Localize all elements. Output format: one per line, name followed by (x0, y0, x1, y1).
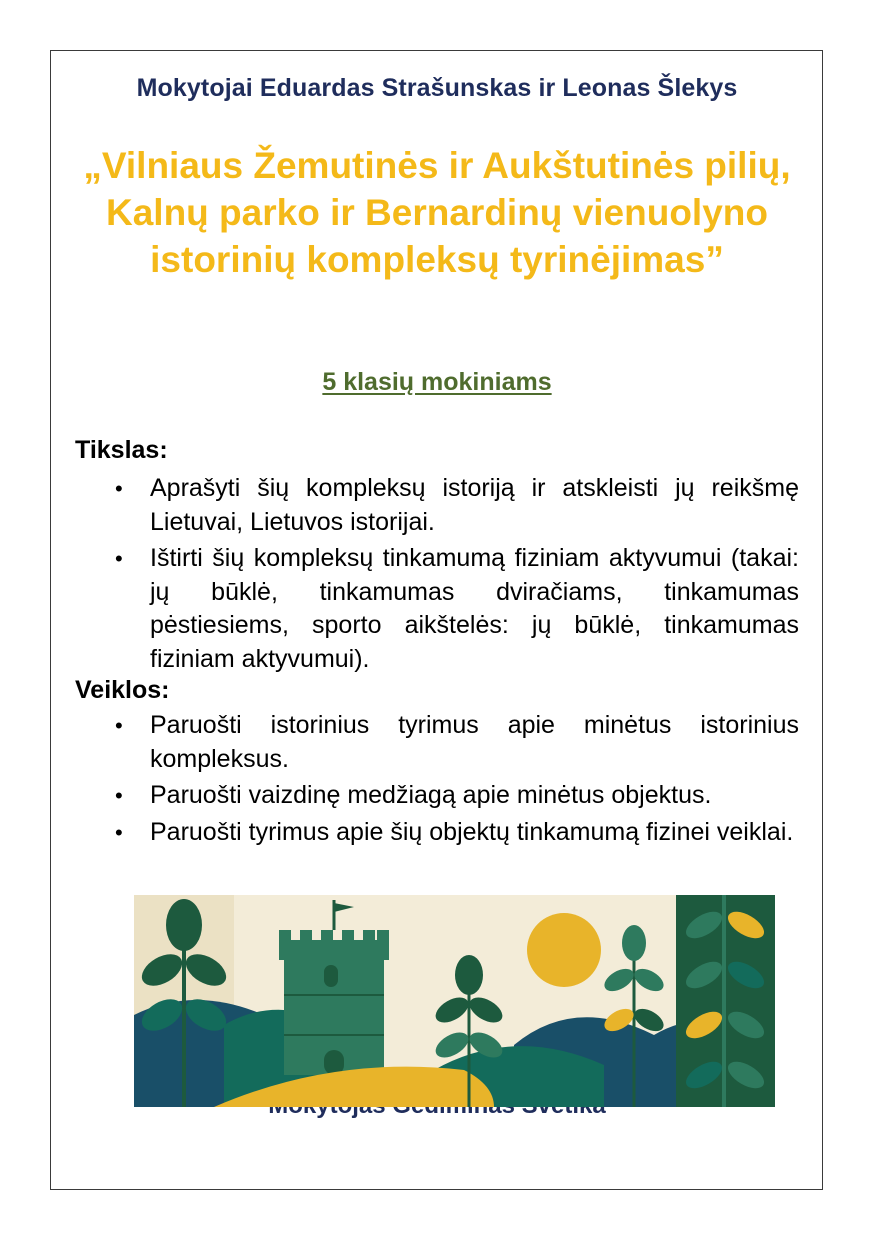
list-item (75, 542, 799, 676)
goal-item-text: Ištirti šių kompleksų tinkamumą fiziniam aktyvumui (takai: jų būklė, tinkamumas dviračiams, tinkamumas pėstiesiems, sporto aikštelės: jų būklė, tinkamumas fiziniam aktyvumui). (150, 544, 799, 673)
bullet-icon: • (115, 783, 123, 808)
audience-subtitle: 5 klasių mokiniams (322, 368, 552, 396)
bullet-icon: • (115, 476, 123, 501)
goal-item-text: Aprašyti šių kompleksų istoriją ir atskleisti jų reikšmę Lietuvai, Lietuvos istorijai. (150, 474, 799, 536)
sun-icon (527, 913, 601, 987)
activities-list (75, 709, 799, 852)
goal-list (75, 472, 799, 679)
activity-item-text: Paruošti vaizdinę medžiagą apie minėtus objektus. (150, 781, 712, 809)
list-item (75, 779, 799, 813)
bullet-icon: • (115, 713, 123, 738)
activity-item-text: Paruošti tyrimus apie šių objektų tinkamumą fizinei veiklai. (150, 817, 794, 846)
plant-far-right-icon (676, 895, 775, 1107)
authors-line: Mokytojai Eduardas Strašunskas ir Leonas Šlekys (136, 74, 738, 102)
activities-heading: Veiklos: (75, 676, 170, 704)
bullet-icon: • (115, 546, 123, 571)
list-item (75, 472, 799, 539)
castle-landscape-illustration (134, 895, 775, 1107)
list-item (75, 709, 799, 776)
bullet-icon: • (115, 819, 123, 845)
activity-item-text: Paruošti istorinius tyrimus apie minėtus istorinius kompleksus. (150, 711, 799, 773)
page-title: „Vilniaus Žemutinės ir Aukštutinės pilių, Kalnų parko ir Bernardinų vienuolyno istorinių kompleksų tyrinėjimas” (83, 145, 791, 280)
goal-heading: Tikslas: (75, 436, 168, 464)
list-item (75, 816, 799, 850)
